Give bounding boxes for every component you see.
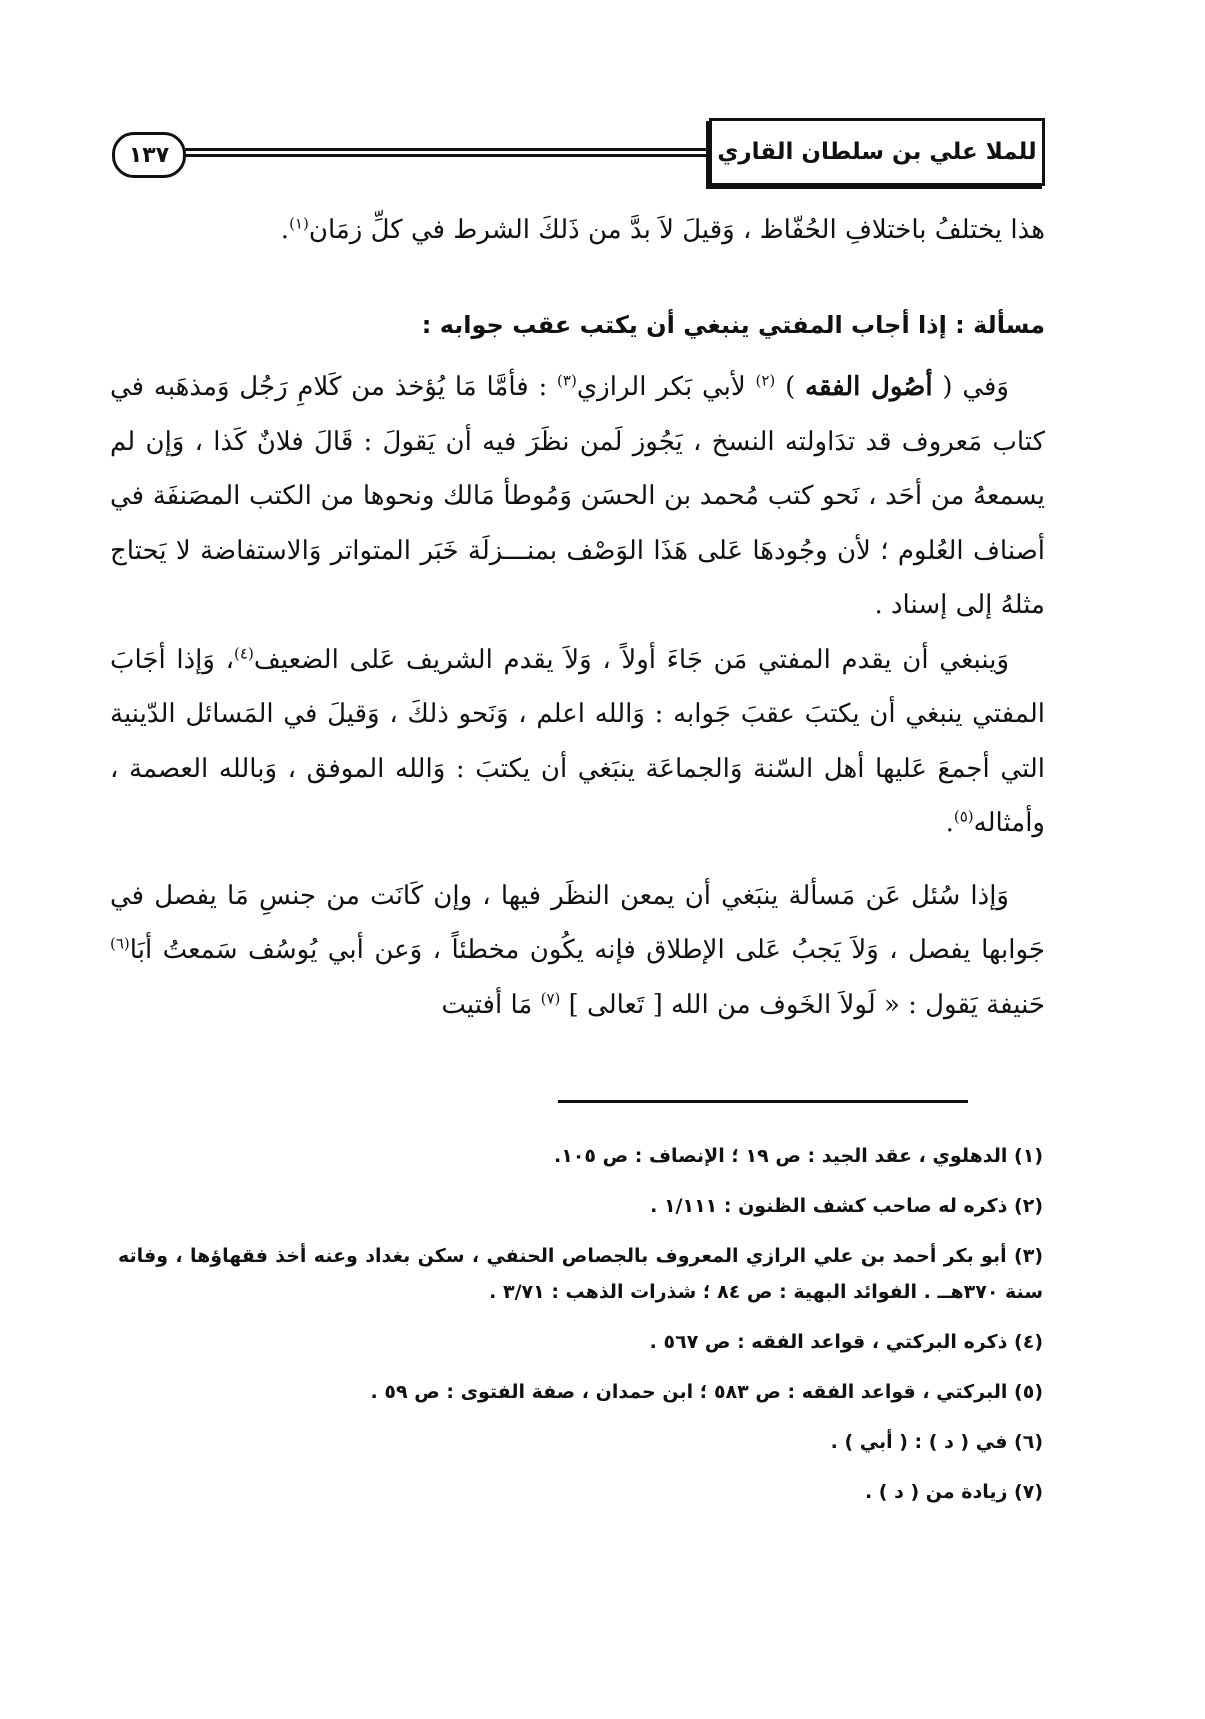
para3-text-a: وَإذا سُئل عَن مَسألة ينبَغي أن يمعن النظَر فيها ، وإن كَانَت من جنسِ مَا يفصل في جَوابها يفصل ، وَلاَ يَجبُ عَلى الإطلاق فإنه يكُون مخطئاً ، وَعن أبي يُوسُف سَمعتُ أبَا [110,880,1045,965]
continuation-end: . [280,215,290,245]
footnote-ref-3: (٣) [557,371,577,390]
book-title-usul: أصُول الفقه [805,372,933,402]
footnotes [118,1138,1043,1524]
footnote-ref-5: (٥) [953,807,974,826]
main-text [110,360,1045,1032]
page-number: ١٣٧ [112,132,186,178]
page-header [112,118,1045,188]
footnote-separator [558,1100,968,1103]
para1-text-a: وَفي ( [932,372,1009,402]
para2-text-b: ، وَإذا أجَابَ المفتي ينبغي أن يكتبَ عقبَ جَوابه : وَالله اعلم ، وَنَحو ذلكَ ، وَقيلَ في المَسائل الدّينية التي أجمعَ عَليها أهل السّنة وَالجماعَة ينبَغي أن يكتبَ : وَالله الموفق ، وَبالله العصمة ، وأمثاله [110,644,1046,838]
footnote-ref-4: (٤) [234,643,254,662]
para1-text-b: ) [775,372,806,402]
footnote-ref-7: (٧) [540,988,561,1007]
paragraph-2 [110,633,1045,851]
footnote-4: (٤) ذكره البركتي ، قواعد الفقه : ص ٥٦٧ . [649,1331,1043,1353]
section-heading: مسألة : إذا أجاب المفتي ينبغي أن يكتب عقب جوابه : [421,311,1045,339]
footnote-ref-6: (٦) [110,934,130,953]
footnote-5: (٥) البركتي ، قواعد الفقه : ص ٥٨٣ ؛ ابن حمدان ، صفة الفتوى : ص ٥٩ . [370,1381,1043,1403]
para3-text-b: حَنيفة يَقول : « لَولاَ الخَوف من الله [ تَعالى ] [560,989,1045,1020]
footnote-3: (٣) أبو بكر أحمد بن علي الرازي المعروف بالجصاص الحنفي ، سكن بغداد وعنه أخذ فقهاؤها ، وفاته سنة ٣٧٠هــ . الفوائد البهية : ص ٨٤ ؛ شذرات الذهب : ٣/٧١ . [118,1245,1043,1303]
footnote-7: (٧) زيادة من ( د ) . [864,1481,1043,1503]
continuation-text: هذا يختلفُ باختلافِ الحُفّاظ ، وَقيلَ لاَ بدَّ من ذَلكَ الشرط في كلِّ زمَان [308,215,1045,245]
paragraph-3 [110,869,1045,1033]
first-line [110,203,1045,258]
para3-text-c: مَا أفتيت [441,989,541,1020]
footnote-1: (١) الدهلوي ، عقد الجيد : ص ١٩ ؛ الإنصاف : ص ١٠٥. [553,1145,1043,1167]
para1-text-d: : فأمَّا مَا يُؤخذ من كَلامِ رَجُل وَمذهَبه في كتاب مَعروف قد تدَاولته النسخ ، يَجُوز لَمن نظَرَ فيه أن يَقولَ : قَالَ فلانٌ كَذا ، وَإن لم يسمعهُ من أحَد ، نَحو كتب مُحمد بن الحسَن وَمُوطأ مَالك ونحوها من الكتب المصَنفَة في أصناف العُلوم ؛ لأن وجُودهَا عَلى هَذَا الوَصْف بمنـــزلَة خَبَر المتواتر وَالاستفاضة لا يَحتاج مثلهُ إلى إسناد . [110,372,1045,620]
paragraph-1 [110,360,1045,633]
para1-text-c: لأبي بَكر الرازي [576,372,756,402]
running-title: للملا علي بن سلطان القاري [709,118,1045,186]
footnote-6: (٦) في ( د ) : ( أبي ) . [830,1431,1043,1453]
para2-text-c: . [945,808,954,838]
para2-text-a: وَينبغي أن يقدم المفتي مَن جَاءَ أولاً ، وَلاَ يقدم الشريف عَلى الضعيف [253,644,1010,675]
footnote-2: (٢) ذكره له صاحب كشف الظنون : ١/١١١ . [650,1195,1043,1217]
continuation-paragraph [110,203,1045,258]
footnote-ref-2: (٢) [755,371,776,390]
footnote-ref-1: (١) [289,214,309,233]
